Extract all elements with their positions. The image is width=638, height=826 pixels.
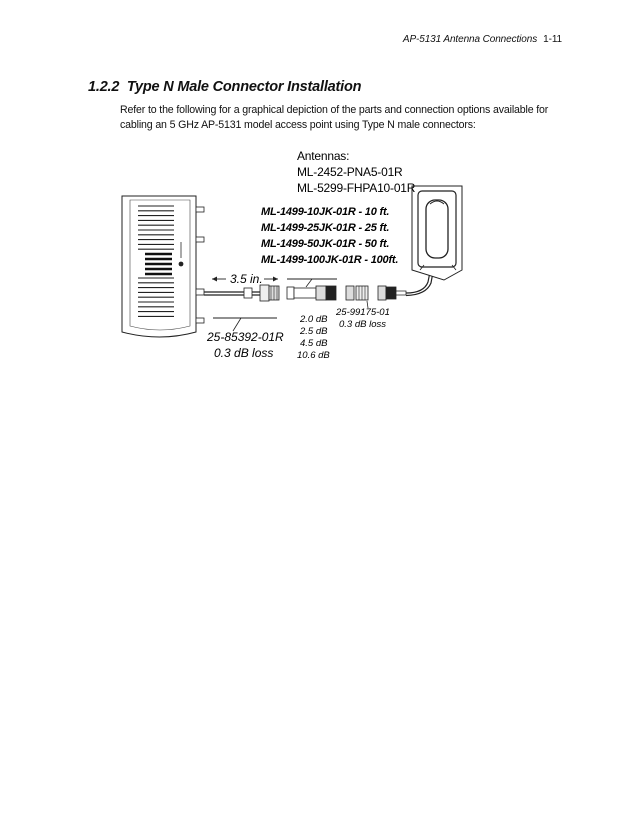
antenna-part-1: ML-2452-PNA5-01R (297, 165, 403, 179)
cable-option-100ft: ML-1499-100JK-01R - 100ft. (261, 254, 399, 266)
pigtail-part-number: 25-85392-01R (207, 330, 284, 344)
pigtail-loss: 0.3 dB loss (214, 346, 274, 360)
cable-loss-100ft: 10.6 dB (297, 350, 330, 361)
adapter-loss: 0.3 dB loss (339, 319, 386, 330)
pigtail-cable (204, 288, 260, 298)
section-title-text: Type N Male Connector Installation (126, 79, 362, 95)
header-title: AP-5131 Antenna Connections (402, 34, 538, 45)
pigtail-length-label: 3.5 in. (230, 272, 263, 286)
access-point-illustration (122, 196, 204, 337)
antenna-part-2: ML-5299-FHPA10-01R (297, 181, 416, 195)
page-number: 1-11 (543, 34, 562, 45)
cable-loss-10ft: 2.0 dB (300, 314, 328, 325)
intro-paragraph: Refer to the following for a graphical depiction of the parts and connection options available for cabling an 5 GHz AP-5131 model access point using Type N male connectors: (120, 104, 549, 131)
cable-option-50ft: ML-1499-50JK-01R - 50 ft. (261, 238, 390, 250)
cable-option-25ft: ML-1499-25JK-01R - 25 ft. (261, 222, 390, 234)
cable-loss-50ft: 4.5 dB (300, 338, 328, 349)
n-connector-pair (260, 285, 336, 301)
antennas-heading: Antennas: (297, 149, 350, 163)
section-number: 1.2.2 (88, 79, 120, 95)
adapter-illustration (346, 272, 433, 300)
panel-antenna-illustration (412, 186, 462, 280)
adapter-part-number: 25-99175-01 (336, 307, 390, 318)
cable-loss-25ft: 2.5 dB (300, 326, 328, 337)
cable-option-10ft: ML-1499-10JK-01R - 10 ft. (261, 206, 390, 218)
